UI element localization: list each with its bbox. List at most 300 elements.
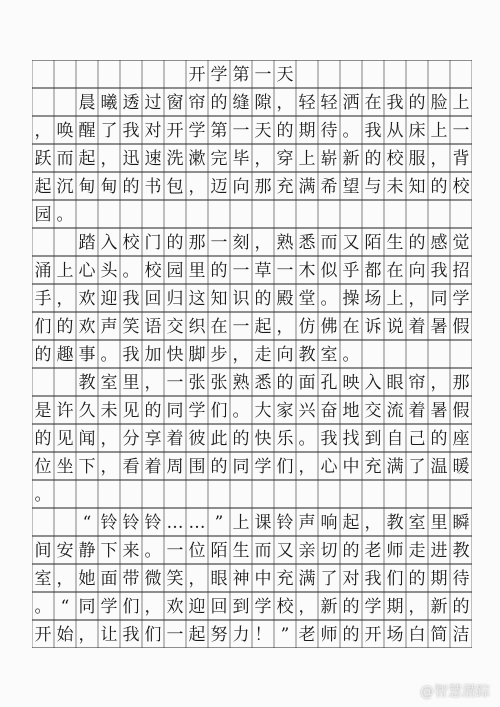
essay-character: 轻 [298, 93, 316, 113]
essay-character: 来 [122, 541, 140, 561]
essay-character: 着 [408, 317, 426, 337]
essay-character: 老 [364, 541, 382, 561]
essay-character: 毕 [232, 149, 250, 169]
essay-character: “ [60, 597, 70, 617]
essay-character: 脚 [188, 345, 206, 365]
essay-character: 神 [232, 569, 250, 589]
essay-character: 踏 [78, 233, 96, 253]
essay-character: 而 [254, 541, 272, 561]
essay-character: 校 [452, 177, 470, 197]
essay-character: 许 [56, 401, 74, 421]
essay-character: 奋 [320, 401, 338, 421]
essay-character: 自 [386, 429, 404, 449]
essay-character: 了 [320, 569, 338, 589]
essay-character: 她 [78, 569, 96, 589]
essay-character: 期 [430, 569, 448, 589]
essay-character: 堂 [298, 289, 316, 309]
essay-character: 看 [122, 457, 140, 477]
essay-character: 我 [122, 121, 140, 141]
essay-character: 的 [408, 93, 426, 113]
essay-character: ， [56, 569, 74, 589]
essay-character: 一 [276, 261, 294, 281]
essay-character: 努 [210, 625, 228, 645]
essay-character: 兴 [298, 401, 316, 421]
essay-character: ， [144, 373, 162, 393]
grid-lines [32, 60, 472, 648]
essay-character: 们 [276, 457, 294, 477]
essay-character: 在 [364, 93, 382, 113]
essay-character: 上 [386, 289, 404, 309]
essay-character: ， [408, 597, 426, 617]
essay-character: 又 [342, 233, 360, 253]
essay-character: 的 [56, 317, 74, 337]
essay-character: 充 [364, 457, 382, 477]
essay-character: 切 [320, 541, 338, 561]
essay-character: 的 [34, 345, 52, 365]
essay-character: 熟 [276, 233, 294, 253]
essay-character: 床 [408, 121, 426, 141]
essay-character: 跃 [34, 149, 52, 169]
essay-character: 曦 [100, 93, 118, 113]
essay-character: 窗 [166, 93, 184, 113]
essay-character: 瞬 [452, 513, 470, 533]
grid-characters [35, 65, 471, 645]
essay-character: 知 [210, 289, 228, 309]
essay-character: 脸 [430, 93, 448, 113]
essay-character: 向 [276, 345, 294, 365]
essay-character: 校 [386, 149, 404, 169]
essay-character: 回 [144, 289, 162, 309]
essay-character: 都 [364, 261, 382, 281]
essay-character: 上 [430, 121, 448, 141]
essay-character: 室 [34, 569, 52, 589]
essay-character: 起 [188, 625, 206, 645]
essay-character: 期 [298, 121, 316, 141]
essay-character: 静 [78, 541, 96, 561]
essay-character: 面 [298, 373, 316, 393]
essay-character: 透 [122, 93, 140, 113]
essay-character: 。 [342, 121, 360, 141]
essay-character: 的 [364, 149, 382, 169]
essay-character: 们 [210, 401, 228, 421]
essay-character: 的 [254, 289, 272, 309]
essay-character: 向 [232, 177, 250, 197]
essay-character: 的 [144, 401, 162, 421]
essay-character: 满 [386, 457, 404, 477]
essay-character: 了 [408, 457, 426, 477]
essay-character: 老 [298, 625, 316, 645]
essay-character: 简 [430, 625, 448, 645]
essay-character: 的 [452, 597, 470, 617]
essay-character: 手 [34, 289, 52, 309]
essay-character: 位 [34, 457, 52, 477]
essay-character: 天 [254, 121, 272, 141]
essay-character: ” [280, 625, 290, 645]
essay-character: 园 [166, 261, 184, 281]
essay-character: 。 [232, 401, 250, 421]
essay-character: 迈 [210, 177, 228, 197]
essay-character: 似 [320, 261, 338, 281]
essay-character: 帘 [188, 93, 206, 113]
essay-character: 又 [276, 541, 294, 561]
essay-character: … [166, 513, 184, 533]
essay-character: 流 [386, 401, 404, 421]
essay-character: 找 [342, 429, 360, 449]
essay-character: 陌 [210, 541, 228, 561]
essay-character: 笑 [166, 569, 184, 589]
essay-character: 乎 [342, 261, 360, 281]
essay-character: 己 [408, 429, 426, 449]
essay-character: 。 [34, 485, 52, 505]
essay-character: ， [100, 429, 118, 449]
essay-character: 园 [34, 205, 52, 225]
essay-character: 招 [452, 261, 470, 281]
essay-character: 织 [188, 317, 206, 337]
essay-character: 亲 [298, 541, 316, 561]
essay-character: 眼 [386, 373, 404, 393]
essay-character: 一 [452, 121, 470, 141]
essay-character: 一 [166, 373, 184, 393]
essay-character: 语 [144, 317, 162, 337]
essay-character: 欢 [166, 597, 184, 617]
essay-character: ， [276, 93, 294, 113]
essay-character: 迎 [188, 597, 206, 617]
essay-character: 起 [254, 317, 272, 337]
essay-character: 晨 [78, 93, 96, 113]
essay-character: 草 [254, 261, 272, 281]
essay-character: 我 [122, 625, 140, 645]
essay-character: 场 [386, 625, 404, 645]
essay-character: 欢 [78, 289, 96, 309]
essay-character: 乐 [276, 429, 294, 449]
essay-character: 在 [386, 261, 404, 281]
essay-character: 同 [78, 597, 96, 617]
essay-character: 第 [210, 121, 228, 141]
essay-character: 的 [210, 457, 228, 477]
essay-character: 涌 [34, 261, 52, 281]
essay-character: 张 [188, 373, 206, 393]
essay-character: 久 [78, 401, 96, 421]
essay-character: 里 [430, 513, 448, 533]
essay-character: 教 [298, 345, 316, 365]
essay-character: 开 [166, 121, 184, 141]
essay-character: 洁 [452, 625, 470, 645]
essay-character: ” [214, 513, 224, 533]
essay-character: 。 [34, 597, 52, 617]
essay-character: 书 [144, 177, 162, 197]
essay-character: ， [364, 513, 382, 533]
essay-character: 铃 [100, 513, 118, 533]
essay-character: 起 [34, 177, 52, 197]
essay-character: 学 [188, 121, 206, 141]
essay-character: 享 [144, 429, 162, 449]
essay-character: ， [276, 317, 294, 337]
essay-character: 。 [342, 345, 360, 365]
essay-character: 响 [320, 513, 338, 533]
essay-character: ！ [254, 625, 272, 645]
essay-character: 到 [364, 429, 382, 449]
essay-character: 上 [232, 513, 250, 533]
essay-character: 望 [342, 177, 360, 197]
essay-character: 步 [210, 345, 228, 365]
essay-character: 一 [232, 261, 250, 281]
essay-character: 校 [144, 261, 162, 281]
essay-character: 对 [144, 121, 162, 141]
essay-character: 回 [210, 597, 228, 617]
essay-character: 佛 [320, 317, 338, 337]
essay-character: ， [430, 149, 448, 169]
essay-character: 学 [254, 597, 272, 617]
essay-character: 我 [122, 289, 140, 309]
essay-character: 上 [298, 149, 316, 169]
essay-character: 开 [34, 625, 52, 645]
essay-character: 我 [364, 121, 382, 141]
essay-character: 的 [342, 541, 360, 561]
essay-character: 。 [100, 345, 118, 365]
essay-character: 里 [188, 261, 206, 281]
essay-character: ， [34, 121, 52, 141]
essay-character: 开 [364, 625, 382, 645]
essay-character: 师 [386, 541, 404, 561]
essay-character: 速 [144, 149, 162, 169]
essay-character: 诉 [364, 317, 382, 337]
essay-character: ， [78, 625, 96, 645]
essay-character: 期 [386, 597, 404, 617]
essay-character: 周 [166, 457, 184, 477]
essay-character: ， [188, 177, 206, 197]
essay-character: 学 [364, 597, 382, 617]
essay-character: 识 [232, 289, 250, 309]
essay-character: 欢 [78, 317, 96, 337]
essay-character: ， [100, 457, 118, 477]
essay-character: 着 [408, 401, 426, 421]
essay-character: 交 [166, 317, 184, 337]
essay-character: 悉 [254, 373, 272, 393]
watermark: @智慧潜踪 [420, 684, 490, 700]
essay-character: 背 [452, 149, 470, 169]
essay-character: 学 [452, 289, 470, 309]
essay-character: 的 [122, 177, 140, 197]
essay-character: 一 [166, 625, 184, 645]
essay-character: 待 [452, 569, 470, 589]
essay-character: 。 [122, 261, 140, 281]
essay-character: 学 [100, 597, 118, 617]
essay-character: 上 [452, 93, 470, 113]
essay-character: 的 [166, 233, 184, 253]
essay-character: ， [254, 233, 272, 253]
essay-character: 教 [386, 513, 404, 533]
essay-character: 铃 [144, 513, 162, 533]
essay-character: 轻 [320, 93, 338, 113]
essay-character: 场 [364, 289, 382, 309]
title-character: 学 [210, 65, 228, 85]
essay-character: 一 [232, 121, 250, 141]
essay-character: 孔 [320, 373, 338, 393]
essay-character: 室 [320, 345, 338, 365]
essay-character: 们 [34, 317, 52, 337]
essay-character: 入 [364, 373, 382, 393]
essay-character: 带 [122, 569, 140, 589]
title-character: 第 [232, 65, 250, 85]
essay-character: 笑 [122, 317, 140, 337]
essay-character: 门 [144, 233, 162, 253]
essay-character: ， [408, 289, 426, 309]
essay-character: 里 [122, 373, 140, 393]
essay-character: 穿 [276, 149, 294, 169]
essay-character: 隙 [254, 93, 272, 113]
essay-character: 地 [342, 401, 360, 421]
essay-character: 的 [276, 121, 294, 141]
essay-character: 而 [320, 233, 338, 253]
essay-character: 位 [188, 541, 206, 561]
essay-character: 白 [408, 625, 426, 645]
essay-character: 师 [320, 625, 338, 645]
essay-character: 假 [452, 317, 470, 337]
essay-character: 事 [78, 345, 96, 365]
essay-character: 下 [100, 541, 118, 561]
essay-character: 满 [298, 177, 316, 197]
essay-character: 快 [166, 345, 184, 365]
essay-character: 完 [210, 149, 228, 169]
essay-character: 悉 [298, 233, 316, 253]
essay-character: 归 [166, 289, 184, 309]
essay-character: 待 [320, 121, 338, 141]
title-character: 开 [188, 65, 206, 85]
essay-character: 我 [364, 569, 382, 589]
essay-character: 未 [100, 401, 118, 421]
essay-character: 醒 [78, 121, 96, 141]
essay-character: 甸 [100, 177, 118, 197]
essay-character: ， [100, 149, 118, 169]
essay-character: 同 [430, 289, 448, 309]
essay-character: ， [56, 289, 74, 309]
essay-character: 微 [144, 569, 162, 589]
title-character: 天 [276, 65, 294, 85]
essay-character: ， [298, 597, 316, 617]
essay-character: 进 [430, 541, 448, 561]
essay-character: 暑 [430, 401, 448, 421]
essay-character: 交 [364, 401, 382, 421]
essay-character: 的 [408, 569, 426, 589]
essay-character: ， [188, 569, 206, 589]
essay-character: 闻 [78, 429, 96, 449]
essay-character: 同 [166, 401, 184, 421]
essay-character: 假 [452, 401, 470, 421]
essay-character: 那 [254, 177, 272, 197]
essay-character: 心 [320, 457, 338, 477]
essay-character: 在 [210, 317, 228, 337]
essay-character: … [188, 513, 206, 533]
essay-character: 心 [78, 261, 96, 281]
essay-character: 中 [254, 569, 272, 589]
essay-character: 而 [56, 149, 74, 169]
essay-character: 快 [254, 429, 272, 449]
essay-character: 缝 [232, 93, 250, 113]
essay-character: 我 [320, 429, 338, 449]
essay-character: 希 [320, 177, 338, 197]
essay-character: 新 [430, 597, 448, 617]
title-character: 一 [254, 65, 272, 85]
essay-character: 在 [342, 317, 360, 337]
essay-character: 生 [386, 233, 404, 253]
essay-character: 。 [320, 289, 338, 309]
essay-character: 教 [452, 541, 470, 561]
essay-character: 分 [122, 429, 140, 449]
essay-character: 那 [188, 233, 206, 253]
essay-character: 对 [342, 569, 360, 589]
essay-character: 让 [100, 625, 118, 645]
essay-character: 暖 [452, 457, 470, 477]
essay-character: 头 [100, 261, 118, 281]
essay-character: 着 [144, 457, 162, 477]
essay-character: 学 [188, 401, 206, 421]
essay-character: 着 [166, 429, 184, 449]
essay-character: ， [430, 373, 448, 393]
essay-character: 走 [408, 541, 426, 561]
essay-character: 洒 [342, 93, 360, 113]
essay-character: 上 [56, 261, 74, 281]
essay-character: 与 [364, 177, 382, 197]
essay-character: 的 [342, 625, 360, 645]
essay-character: 彼 [188, 429, 206, 449]
essay-character: 家 [276, 401, 294, 421]
essay-character: 仿 [298, 317, 316, 337]
essay-character: 。 [144, 541, 162, 561]
essay-character: 们 [386, 569, 404, 589]
essay-character: “ [82, 513, 92, 533]
essay-character: ， [298, 457, 316, 477]
essay-character: 充 [276, 177, 294, 197]
essay-character: 座 [452, 429, 470, 449]
essay-character: 室 [408, 513, 426, 533]
essay-character: 中 [342, 457, 360, 477]
essay-character: 新 [342, 149, 360, 169]
essay-character: 的 [34, 429, 52, 449]
essay-character: 课 [254, 513, 272, 533]
essay-character: 满 [298, 569, 316, 589]
essay-character: 。 [56, 205, 74, 225]
essay-character: 趣 [56, 345, 74, 365]
essay-character: 入 [100, 233, 118, 253]
essay-character: 服 [408, 149, 426, 169]
essay-character: 唤 [56, 121, 74, 141]
essay-character: 陌 [364, 233, 382, 253]
essay-character: 暑 [430, 317, 448, 337]
essay-character: 了 [100, 121, 118, 141]
essay-character: 校 [122, 233, 140, 253]
essay-character: 是 [34, 401, 52, 421]
essay-character: 起 [342, 513, 360, 533]
essay-character: 此 [210, 429, 228, 449]
essay-character: 充 [276, 569, 294, 589]
essay-character: 同 [232, 457, 250, 477]
essay-character: 的 [276, 373, 294, 393]
essay-character: 们 [122, 597, 140, 617]
essay-character: 新 [320, 597, 338, 617]
essay-character: ， [254, 149, 272, 169]
essay-character: 加 [144, 345, 162, 365]
essay-character: 迎 [100, 289, 118, 309]
essay-character: 间 [34, 541, 52, 561]
essay-character: 熟 [232, 373, 250, 393]
essay-character: 。 [298, 429, 316, 449]
essay-character: 学 [254, 457, 272, 477]
essay-character: 映 [342, 373, 360, 393]
essay-character: 的 [342, 597, 360, 617]
essay-character: 教 [78, 373, 96, 393]
essay-character: 生 [232, 541, 250, 561]
essay-character: 向 [408, 261, 426, 281]
